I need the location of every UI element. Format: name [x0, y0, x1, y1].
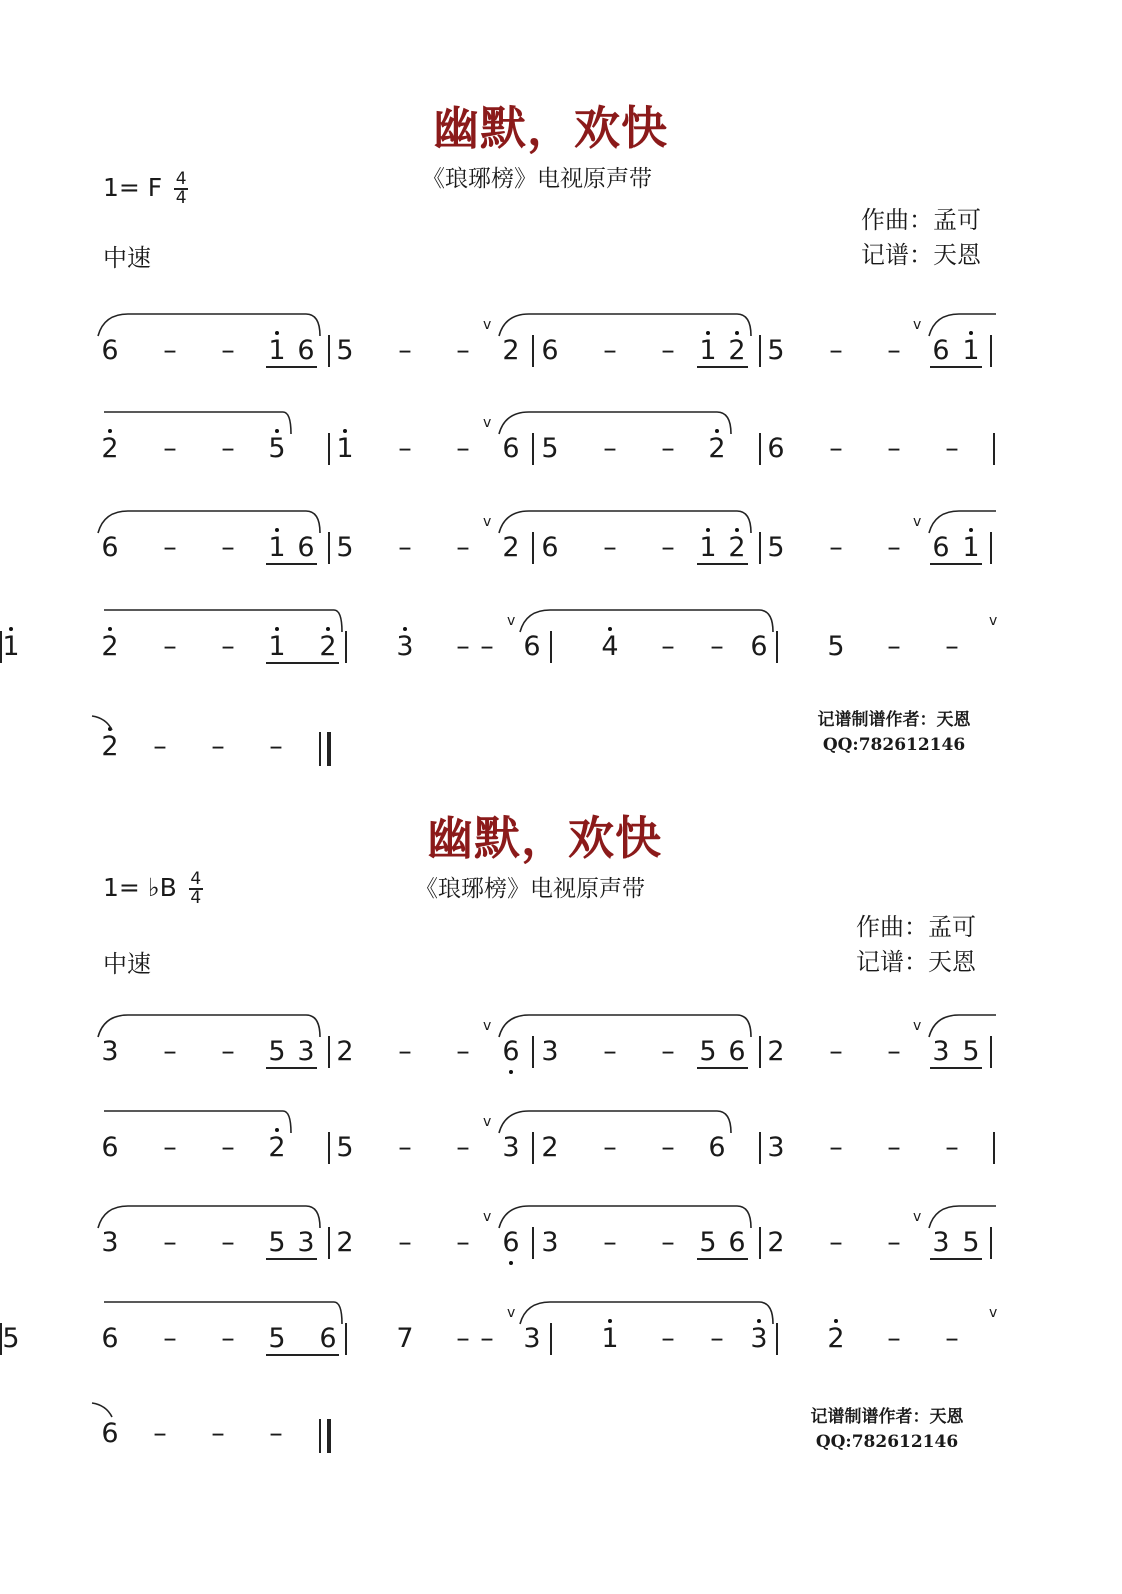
note-digit: 5 — [336, 1132, 354, 1163]
dash-extension: – — [710, 1323, 724, 1354]
note-digit: 2 — [336, 1227, 354, 1258]
note-digit: 5 — [699, 1227, 717, 1258]
breath-mark: v — [989, 1305, 998, 1321]
dash-extension: – — [603, 1227, 617, 1258]
slur-arc — [499, 1111, 731, 1133]
dash-extension: – — [603, 1132, 617, 1163]
dash-extension: – — [603, 335, 617, 366]
note-digit: 3 — [932, 1036, 950, 1067]
note-digit: 6 — [523, 631, 541, 662]
score-1-time-signature — [174, 169, 188, 208]
dash-extension: – — [163, 1132, 177, 1163]
note-digit: 2 — [319, 631, 337, 662]
note-digit: 2 — [101, 631, 119, 662]
score-1-title: 幽默，欢快 — [433, 101, 668, 155]
note-digit: 2 — [336, 1036, 354, 1067]
note-digit: 1 — [962, 335, 980, 366]
note-digit: 1 — [268, 631, 286, 662]
dash-extension: – — [163, 433, 177, 464]
note-digit: 3 — [297, 1227, 315, 1258]
slur-arc — [92, 716, 112, 730]
score-1-line-4-slurs — [0, 598, 1122, 698]
note-digit: 5 — [268, 433, 286, 464]
score-1-line-2-slurs — [0, 400, 1122, 500]
score-1-footer-qq: QQ:782612146 — [822, 735, 966, 755]
note-digit: 2 — [728, 532, 746, 563]
note-digit: 3 — [297, 1036, 315, 1067]
note-digit: 6 — [297, 532, 315, 563]
score-2-tempo: 中速 — [103, 950, 151, 978]
note-digit: 6 — [101, 1323, 119, 1354]
dash-extension: – — [163, 335, 177, 366]
dash-extension: – — [221, 1036, 235, 1067]
note-digit: 6 — [932, 335, 950, 366]
breath-mark: v — [483, 1209, 492, 1225]
score-2-staff-line-4 — [0, 1290, 1122, 1390]
dash-extension: – — [887, 1036, 901, 1067]
note-digit: 2 — [708, 433, 726, 464]
score-2-staff-line-1 — [0, 1003, 1122, 1103]
dash-extension: – — [163, 1227, 177, 1258]
score-1-subtitle: 《琅琊榜》电视原声带 — [422, 166, 652, 192]
time-top: 4 — [190, 869, 202, 889]
dash-extension: – — [221, 335, 235, 366]
score-1-composer: 作曲：孟可 — [861, 206, 981, 234]
breath-mark: v — [913, 1018, 922, 1034]
dash-extension: – — [829, 335, 843, 366]
note-digit: 6 — [101, 335, 119, 366]
note-digit: 6 — [750, 631, 768, 662]
score-1-key-label: 1= F — [103, 173, 163, 202]
dash-extension: – — [153, 1418, 167, 1449]
dash-extension: – — [661, 532, 675, 563]
score-2-line-4-slurs — [0, 1290, 1122, 1390]
dash-extension: – — [211, 731, 225, 762]
note-digit: 6 — [541, 532, 559, 563]
dash-extension: – — [661, 1323, 675, 1354]
note-digit: 6 — [708, 1132, 726, 1163]
dash-extension: – — [163, 1036, 177, 1067]
note-digit: 1 — [699, 335, 717, 366]
dash-extension: – — [456, 433, 470, 464]
score-2-key-signature — [103, 869, 203, 908]
note-digit: 6 — [101, 532, 119, 563]
breath-mark: v — [483, 514, 492, 530]
time-bottom: 4 — [175, 188, 187, 208]
note-digit: 6 — [502, 1227, 520, 1258]
note-digit: 1 — [336, 433, 354, 464]
note-digit: 2 — [728, 335, 746, 366]
score-2-footer-author: 记谱制谱作者：天恩 — [810, 1407, 964, 1427]
score-1-line-1-slurs — [0, 302, 1122, 402]
note-digit: 3 — [541, 1227, 559, 1258]
score-2-subtitle: 《琅琊榜》电视原声带 — [415, 876, 645, 902]
breath-mark: v — [507, 613, 516, 629]
dash-extension: – — [887, 1132, 901, 1163]
note-digit: 3 — [750, 1323, 768, 1354]
score-1-footer — [796, 708, 992, 758]
dash-extension: – — [456, 1227, 470, 1258]
note-digit: 6 — [319, 1323, 337, 1354]
score-1-transcriber: 记谱：天恩 — [861, 241, 981, 269]
dash-extension: – — [887, 532, 901, 563]
dash-extension: – — [456, 532, 470, 563]
note-digit: 5 — [541, 433, 559, 464]
note-digit: 1 — [699, 532, 717, 563]
dash-extension: – — [661, 1132, 675, 1163]
note-digit: 2 — [827, 1323, 845, 1354]
score-2-footer-qq: QQ:782612146 — [815, 1432, 959, 1452]
dash-extension: – — [221, 433, 235, 464]
score-1-staff-line-2 — [0, 400, 1122, 500]
breath-mark: v — [913, 317, 922, 333]
note-digit: 5 — [268, 1036, 286, 1067]
dash-extension: – — [945, 1323, 959, 1354]
score-1-tempo: 中速 — [103, 244, 151, 272]
note-digit: 6 — [502, 433, 520, 464]
slur-arc — [98, 511, 320, 533]
slur-arc — [929, 314, 996, 336]
score-1-key-signature — [103, 169, 188, 208]
slur-arc — [104, 412, 291, 434]
dash-extension: – — [398, 532, 412, 563]
note-digit: 5 — [962, 1227, 980, 1258]
score-2-title: 幽默，欢快 — [427, 811, 662, 865]
dash-extension: – — [603, 433, 617, 464]
slur-arc — [499, 314, 751, 336]
dash-extension: – — [829, 1132, 843, 1163]
score-2-key-label: 1= ♭B — [103, 873, 177, 902]
dash-extension: – — [480, 631, 494, 662]
dash-extension: – — [661, 1227, 675, 1258]
dash-extension: – — [887, 335, 901, 366]
dash-extension: – — [163, 532, 177, 563]
note-digit: 5 — [336, 532, 354, 563]
note-digit: 5 — [699, 1036, 717, 1067]
dash-extension: – — [456, 1323, 470, 1354]
dash-extension: – — [221, 532, 235, 563]
note-digit: 3 — [101, 1227, 119, 1258]
dash-extension: – — [603, 1036, 617, 1067]
dash-extension: – — [829, 1036, 843, 1067]
time-top: 4 — [175, 169, 187, 189]
slur-arc — [104, 1111, 291, 1133]
note-digit: 5 — [2, 1323, 20, 1354]
dash-extension: – — [456, 631, 470, 662]
note-digit: 3 — [767, 1132, 785, 1163]
score-1-footer-author: 记谱制谱作者：天恩 — [817, 710, 971, 730]
note-digit: 5 — [767, 335, 785, 366]
note-digit: 6 — [728, 1227, 746, 1258]
dash-extension: – — [211, 1418, 225, 1449]
dash-extension: – — [398, 335, 412, 366]
note-digit: 6 — [101, 1418, 119, 1449]
slur-arc — [499, 1015, 751, 1037]
note-digit: 3 — [932, 1227, 950, 1258]
note-digit: 5 — [268, 1227, 286, 1258]
breath-mark: v — [483, 1018, 492, 1034]
dash-extension: – — [456, 335, 470, 366]
note-digit: 3 — [101, 1036, 119, 1067]
dash-extension: – — [829, 1227, 843, 1258]
slur-arc — [929, 1015, 996, 1037]
dash-extension: – — [829, 433, 843, 464]
dash-extension: – — [398, 1227, 412, 1258]
note-digit: 2 — [101, 731, 119, 762]
dash-extension: – — [887, 1323, 901, 1354]
note-digit: 2 — [767, 1227, 785, 1258]
breath-mark: v — [483, 415, 492, 431]
dash-extension: – — [456, 1036, 470, 1067]
breath-mark: v — [913, 1209, 922, 1225]
score-2-footer — [789, 1405, 985, 1455]
note-digit: 1 — [2, 631, 20, 662]
dash-extension: – — [887, 631, 901, 662]
dash-extension: – — [829, 532, 843, 563]
dash-extension: – — [269, 731, 283, 762]
note-digit: 6 — [297, 335, 315, 366]
note-digit: 3 — [396, 631, 414, 662]
dash-extension: – — [398, 433, 412, 464]
dash-extension: – — [661, 1036, 675, 1067]
score-2-transcriber: 记谱：天恩 — [856, 948, 976, 976]
note-digit: 2 — [502, 532, 520, 563]
dash-extension: – — [221, 631, 235, 662]
score-1-staff-line-4 — [0, 598, 1122, 698]
breath-mark: v — [507, 1305, 516, 1321]
time-bottom: 4 — [190, 888, 202, 908]
slur-arc — [520, 610, 773, 632]
dash-extension: – — [480, 1323, 494, 1354]
breath-mark: v — [483, 317, 492, 333]
dash-extension: – — [221, 1132, 235, 1163]
slur-arc — [929, 511, 996, 533]
slur-arc — [929, 1206, 996, 1228]
dash-extension: – — [661, 631, 675, 662]
note-digit: 1 — [268, 532, 286, 563]
breath-mark: v — [913, 514, 922, 530]
note-digit: 6 — [932, 532, 950, 563]
note-digit: 5 — [336, 335, 354, 366]
dash-extension: – — [456, 1132, 470, 1163]
note-digit: 3 — [523, 1323, 541, 1354]
score-2-time-signature — [189, 869, 203, 908]
score-2-line-1-slurs — [0, 1003, 1122, 1103]
dash-extension: – — [153, 731, 167, 762]
note-digit: 6 — [101, 1132, 119, 1163]
note-digit: 6 — [502, 1036, 520, 1067]
note-digit: 3 — [541, 1036, 559, 1067]
breath-mark: v — [989, 613, 998, 629]
slur-arc — [499, 511, 751, 533]
dash-extension: – — [603, 532, 617, 563]
dash-extension: – — [945, 1132, 959, 1163]
note-digit: 2 — [101, 433, 119, 464]
dash-extension: – — [710, 631, 724, 662]
note-digit: 5 — [827, 631, 845, 662]
note-digit: 3 — [502, 1132, 520, 1163]
note-digit: 5 — [962, 1036, 980, 1067]
score-1-line-3-slurs — [0, 499, 1122, 599]
note-digit: 1 — [601, 1323, 619, 1354]
score-2-staff-line-2 — [0, 1099, 1122, 1199]
dash-extension: – — [163, 631, 177, 662]
dash-extension: – — [398, 1036, 412, 1067]
dash-extension: – — [945, 433, 959, 464]
slur-arc — [92, 1403, 112, 1417]
note-digit: 5 — [268, 1323, 286, 1354]
score-2-staff-line-3 — [0, 1194, 1122, 1294]
dash-extension: – — [221, 1323, 235, 1354]
dash-extension: – — [269, 1418, 283, 1449]
note-digit: 5 — [767, 532, 785, 563]
dash-extension: – — [887, 1227, 901, 1258]
breath-mark: v — [483, 1114, 492, 1130]
score-1-staff-line-3 — [0, 499, 1122, 599]
slur-arc — [98, 1015, 320, 1037]
note-digit: 1 — [962, 532, 980, 563]
dash-extension: – — [887, 433, 901, 464]
slur-arc — [520, 1302, 773, 1324]
slur-arc — [499, 1206, 751, 1228]
note-digit: 6 — [767, 433, 785, 464]
dash-extension: – — [221, 1227, 235, 1258]
score-2-composer: 作曲：孟可 — [856, 913, 976, 941]
note-digit: 4 — [601, 631, 619, 662]
slur-arc — [98, 1206, 320, 1228]
note-digit: 2 — [268, 1132, 286, 1163]
note-digit: 2 — [541, 1132, 559, 1163]
score-2-line-2-slurs — [0, 1099, 1122, 1199]
note-digit: 7 — [396, 1323, 414, 1354]
note-digit: 1 — [268, 335, 286, 366]
note-digit: 6 — [728, 1036, 746, 1067]
note-digit: 2 — [767, 1036, 785, 1067]
slur-arc — [499, 412, 731, 434]
dash-extension: – — [661, 433, 675, 464]
slur-arc — [104, 1302, 342, 1324]
score-2-line-3-slurs — [0, 1194, 1122, 1294]
dash-extension: – — [163, 1323, 177, 1354]
note-digit: 6 — [541, 335, 559, 366]
slur-arc — [98, 314, 320, 336]
dash-extension: – — [945, 631, 959, 662]
dash-extension: – — [661, 335, 675, 366]
score-1-staff-line-1 — [0, 302, 1122, 402]
slur-arc — [104, 610, 342, 632]
note-digit: 2 — [502, 335, 520, 366]
dash-extension: – — [398, 1132, 412, 1163]
